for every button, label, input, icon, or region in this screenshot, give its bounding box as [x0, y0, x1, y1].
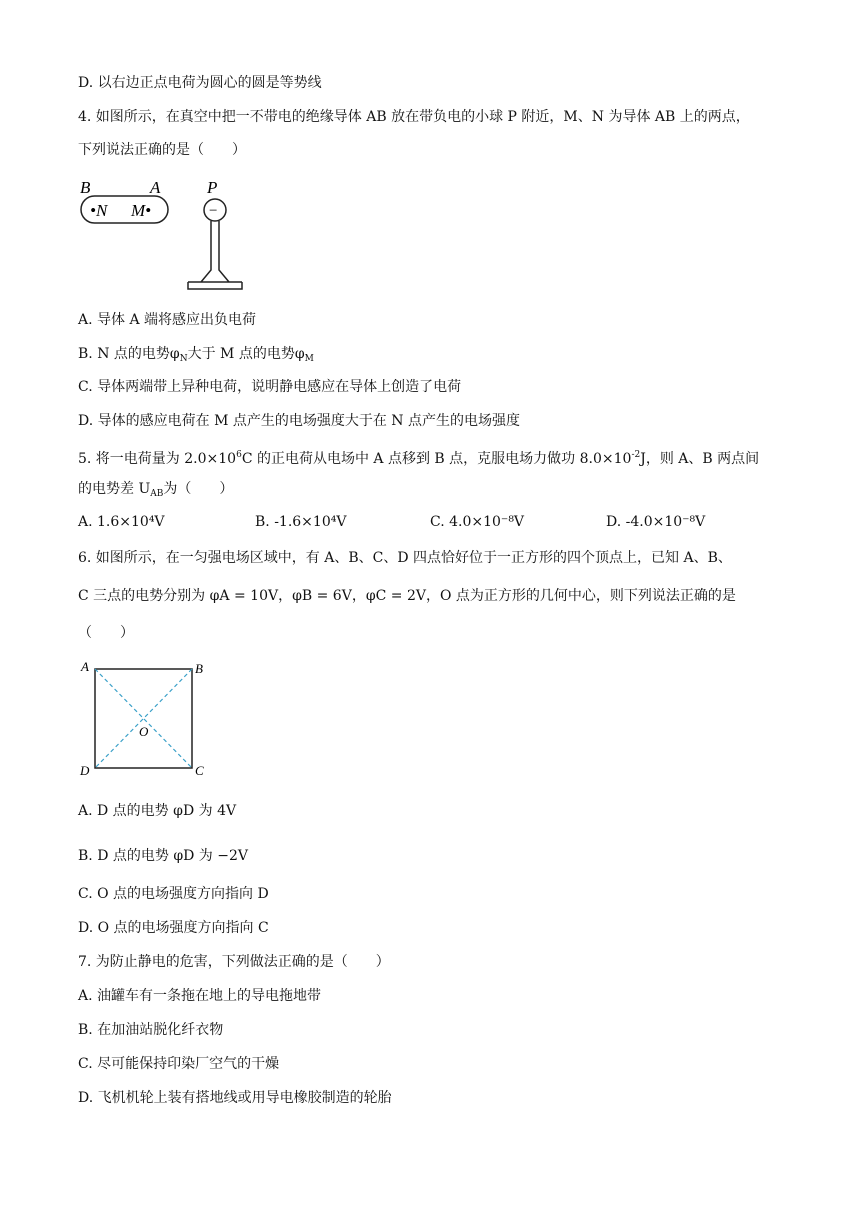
q6-stem-line3: （ ） [78, 625, 134, 641]
fig1-point-m: M• [131, 201, 152, 220]
fig2-label-a: A [81, 659, 89, 674]
q6-stem-line1: 6. 如图所示，在一匀强电场区域中，有 A、B、C、D 四点恰好位于一正方形的四个顶点上，已知 A、B、 [78, 550, 732, 566]
q6-option-d: D. O 点的电场强度方向指向 C [78, 920, 269, 936]
q5-option-a: A. 1.6×10⁴V [78, 514, 165, 530]
fig2-label-c: C [195, 763, 204, 778]
fig1-point-n: •N [90, 201, 108, 220]
q6-stem-line2: C 三点的电势分别为 φA = 10V，φB = 6V，φC = 2V，O 点为正方形的几何中心，则下列说法正确的是 [78, 588, 736, 604]
q3-option-d: D. 以右边正点电荷为圆心的圆是等势线 [78, 75, 322, 91]
q6-option-b: B. D 点的电势 φD 为 −2V [78, 848, 248, 864]
fig2-label-b: B [195, 661, 203, 676]
q7-stem: 7. 为防止静电的危害，下列做法正确的是（ ） [78, 954, 390, 970]
q5-option-c: C. 4.0×10⁻⁸V [430, 514, 525, 530]
fig2-label-d: D [80, 763, 90, 778]
fig1-label-p: P [207, 178, 218, 197]
fig1-label-b: B [80, 178, 91, 197]
q6-option-a: A. D 点的电势 φD 为 4V [78, 803, 237, 819]
q4-stem-line2: 下列说法正确的是（ ） [78, 142, 246, 158]
q7-option-c: C. 尽可能保持印染厂空气的干燥 [78, 1056, 280, 1072]
q7-option-d: D. 飞机机轮上装有搭地线或用导电橡胶制造的轮胎 [78, 1090, 392, 1106]
q6-option-c: C. O 点的电场强度方向指向 D [78, 886, 269, 902]
q5-option-b: B. -1.6×10⁴V [255, 514, 347, 530]
q5-stem-line2: 的电势差 $U_{AB}$为（ ） [78, 481, 234, 499]
diagonal-bd [95, 669, 192, 768]
q7-option-b: B. 在加油站脱化纤衣物 [78, 1022, 224, 1038]
q7-option-a: A. 油罐车有一条拖在地上的导电拖地带 [78, 988, 322, 1004]
diagonal-ac [95, 669, 192, 768]
q5-option-d: D. -4.0×10⁻⁸V [606, 514, 706, 530]
fig1-label-a: A [150, 178, 161, 197]
q4-stem-line1: 4. 如图所示，在真空中把一不带电的绝缘导体 AB 放在带负电的小球 P 附近，M、N 为导体 AB 上的两点， [78, 109, 750, 125]
q6-square-figure [78, 657, 218, 782]
q4-option-c: C. 导体两端带上异种电荷，说明静电感应在导体上创造了电荷 [78, 379, 462, 395]
fig2-label-o: O [139, 724, 149, 739]
q4-figure [76, 174, 246, 294]
q4-option-d: D. 导体的感应电荷在 M 点产生的电场强度大于在 N 点产生的电场强度 [78, 413, 521, 429]
fig1-minus-sign: − [209, 203, 218, 219]
q5-stem-line1: 5. 将一电荷量为 $2.0\times 10^6C$ 的正电荷从电场中 A 点移到 B 点，克服电场力做功 $8.0\times 10^{-2}J$，则 A、B 两点间 [78, 450, 760, 467]
insulated-stand [188, 221, 242, 289]
q4-option-a: A. 导体 A 端将感应出负电荷 [78, 312, 257, 328]
square-abcd [95, 669, 192, 768]
q4-option-b: B. N 点的电势$\varphi_N$大于 M 点的电势$\varphi_M$ [78, 346, 314, 364]
